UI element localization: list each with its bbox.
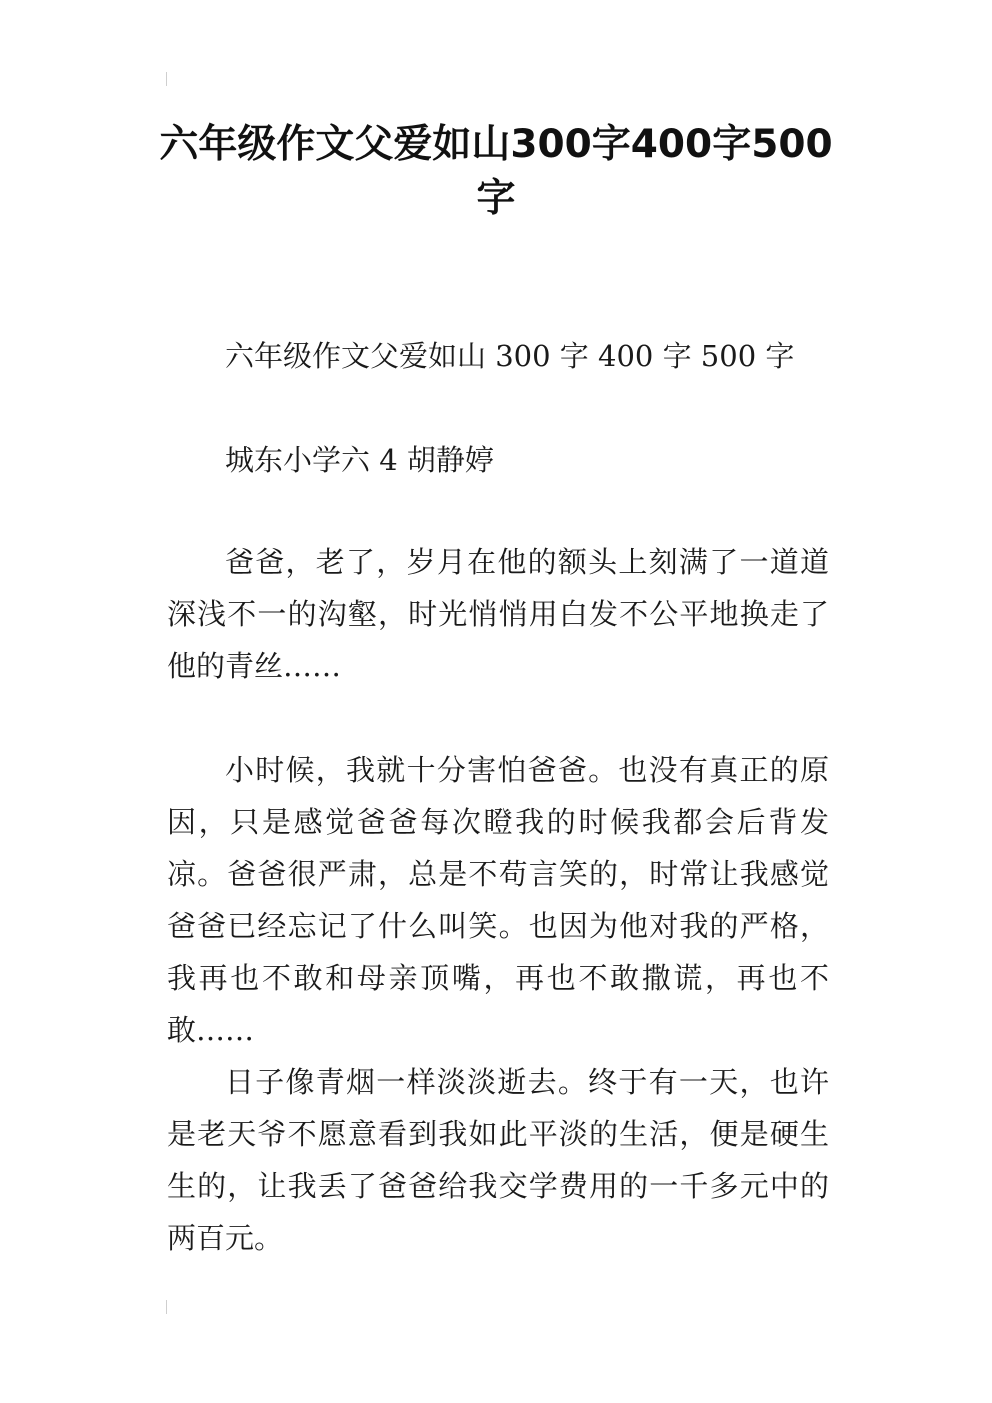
paragraph-2: 小时候，我就十分害怕爸爸。也没有真正的原因，只是感觉爸爸每次瞪我的时候我都会后背发凉。爸爸很严肃，总是不苟言笑的，时常让我感觉爸爸已经忘记了什么叫笑。也因为他对我的严格，我再也不敢和母亲顶嘴，再也不敢撒谎，再也不敢…… <box>167 753 829 1047</box>
document-subtitle: 六年级作文父爱如山 300 字 400 字 500 字 <box>225 339 795 373</box>
page-corner-mark-bottom <box>166 1300 167 1314</box>
paragraph-1: 爸爸，老了，岁月在他的额头上刻满了一道道深浅不一的沟壑，时光悄悄用白发不公平地换走了他的青丝…… <box>167 545 829 683</box>
document-title: 六年级作文父爱如山300字400字500字 <box>159 122 833 221</box>
paragraph-3: 日子像青烟一样淡淡逝去。终于有一天，也许是老天爷不愿意看到我如此平淡的生活，便是硬生生的，让我丢了爸爸给我交学费用的一千多元中的两百元。 <box>167 1065 829 1255</box>
page-corner-mark-top <box>166 72 167 86</box>
author-line: 城东小学六 4 胡静婷 <box>225 443 494 477</box>
